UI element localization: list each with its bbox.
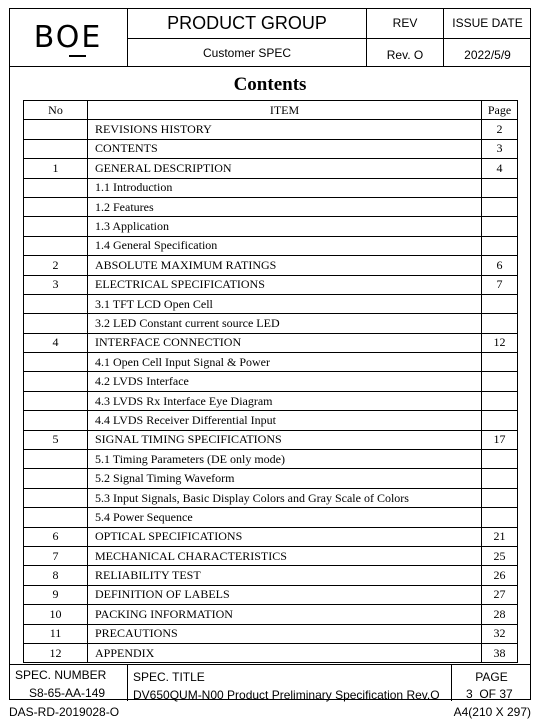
page-title: Contents	[233, 74, 307, 95]
row-page: 27	[482, 585, 518, 604]
table-row	[24, 450, 518, 469]
row-page	[482, 372, 518, 391]
row-page: 32	[482, 624, 518, 643]
page-number: 3 OF 37	[466, 687, 513, 701]
row-item: DEFINITION OF LABELS	[88, 585, 482, 604]
spec-number-label: SPEC. NUMBER	[15, 668, 107, 682]
row-page	[482, 469, 518, 488]
table-row	[24, 411, 518, 430]
row-number	[24, 236, 88, 255]
rev-label: REV	[367, 8, 444, 39]
row-page	[482, 488, 518, 507]
table-row	[24, 333, 518, 352]
page-label: PAGE	[475, 670, 508, 684]
table-row	[24, 159, 518, 178]
row-number: 2	[24, 256, 88, 275]
table-row	[24, 391, 518, 410]
table-row	[24, 585, 518, 604]
row-item: 1.4 General Specification	[88, 236, 482, 255]
row-page: 17	[482, 430, 518, 449]
table-row	[24, 469, 518, 488]
row-item: 4.2 LVDS Interface	[88, 372, 482, 391]
table-row	[24, 197, 518, 216]
row-item: PACKING INFORMATION	[88, 605, 482, 624]
spec-number-cell	[9, 665, 128, 701]
row-number: 4	[24, 333, 88, 352]
row-number	[24, 139, 88, 158]
row-item: 4.1 Open Cell Input Signal & Power	[88, 353, 482, 372]
row-number	[24, 314, 88, 333]
row-item: RELIABILITY TEST	[88, 566, 482, 585]
row-page: 21	[482, 527, 518, 546]
row-item: SIGNAL TIMING SPECIFICATIONS	[88, 430, 482, 449]
row-page: 7	[482, 275, 518, 294]
row-page: 28	[482, 605, 518, 624]
row-number: 7	[24, 546, 88, 565]
row-page	[482, 178, 518, 197]
table-row	[24, 624, 518, 643]
row-number	[24, 469, 88, 488]
row-page: 4	[482, 159, 518, 178]
table-row	[24, 236, 518, 255]
row-number: 8	[24, 566, 88, 585]
table-row	[24, 566, 518, 585]
row-number	[24, 372, 88, 391]
row-item: ABSOLUTE MAXIMUM RATINGS	[88, 256, 482, 275]
paper-size: A4(210 X 297)	[453, 705, 531, 719]
table-header-row	[24, 101, 518, 120]
row-page	[482, 217, 518, 236]
spec-title-cell	[128, 665, 452, 701]
row-page	[482, 508, 518, 527]
row-page	[482, 391, 518, 410]
issue-date-label: ISSUE DATE	[444, 8, 531, 39]
row-number: 10	[24, 605, 88, 624]
table-row	[24, 546, 518, 565]
page-cell	[452, 665, 531, 701]
row-page	[482, 450, 518, 469]
row-page	[482, 314, 518, 333]
header-page: Page	[482, 101, 518, 120]
header-item: ITEM	[88, 101, 482, 120]
row-number	[24, 450, 88, 469]
header-divider	[9, 66, 531, 67]
row-item: PRECAUTIONS	[88, 624, 482, 643]
row-item: GENERAL DESCRIPTION	[88, 159, 482, 178]
table-row	[24, 139, 518, 158]
row-item: APPENDIX	[88, 643, 482, 662]
row-page: 25	[482, 546, 518, 565]
row-page	[482, 411, 518, 430]
table-row	[24, 643, 518, 662]
table-row	[24, 508, 518, 527]
row-page	[482, 197, 518, 216]
row-number	[24, 294, 88, 313]
row-item: 1.3 Application	[88, 217, 482, 236]
row-item: 3.2 LED Constant current source LED	[88, 314, 482, 333]
row-item: INTERFACE CONNECTION	[88, 333, 482, 352]
row-number	[24, 508, 88, 527]
row-page	[482, 236, 518, 255]
row-item: 3.1 TFT LCD Open Cell	[88, 294, 482, 313]
row-number: 3	[24, 275, 88, 294]
table-row	[24, 294, 518, 313]
table-row	[24, 488, 518, 507]
table-row	[24, 217, 518, 236]
contents-table	[23, 100, 518, 663]
spec-number: S8-65-AA-149	[29, 686, 106, 700]
row-page: 26	[482, 566, 518, 585]
row-number	[24, 353, 88, 372]
table-row	[24, 353, 518, 372]
rev-value: Rev. O	[367, 39, 444, 66]
row-number	[24, 488, 88, 507]
row-number	[24, 217, 88, 236]
row-item: 4.3 LVDS Rx Interface Eye Diagram	[88, 391, 482, 410]
product-group: PRODUCT GROUP	[128, 8, 367, 39]
issue-date: 2022/5/9	[464, 47, 511, 62]
row-item: 5.4 Power Sequence	[88, 508, 482, 527]
row-number	[24, 178, 88, 197]
document-footer	[9, 664, 531, 701]
logo-text: BOE	[33, 19, 103, 55]
customer-spec: Customer SPEC	[128, 39, 367, 66]
row-item: MECHANICAL CHARACTERISTICS	[88, 546, 482, 565]
row-number	[24, 391, 88, 410]
header-no: No	[24, 101, 88, 120]
row-number: 9	[24, 585, 88, 604]
row-page	[482, 353, 518, 372]
row-number	[24, 197, 88, 216]
row-item: ELECTRICAL SPECIFICATIONS	[88, 275, 482, 294]
row-item: 5.1 Timing Parameters (DE only mode)	[88, 450, 482, 469]
row-number: 6	[24, 527, 88, 546]
row-item: 5.2 Signal Timing Waveform	[88, 469, 482, 488]
row-item: OPTICAL SPECIFICATIONS	[88, 527, 482, 546]
table-row	[24, 527, 518, 546]
row-page: 3	[482, 139, 518, 158]
spec-title: DV650QUM-N00 Product Preliminary Specification Rev.O	[133, 688, 440, 702]
table-row	[24, 256, 518, 275]
document-header	[9, 8, 531, 66]
row-number: 12	[24, 643, 88, 662]
row-item: REVISIONS HISTORY	[88, 120, 482, 139]
row-number: 11	[24, 624, 88, 643]
table-row	[24, 314, 518, 333]
boe-logo	[34, 20, 103, 55]
row-number: 1	[24, 159, 88, 178]
table-row	[24, 605, 518, 624]
row-item: 1.2 Features	[88, 197, 482, 216]
table-row	[24, 178, 518, 197]
row-page: 12	[482, 333, 518, 352]
row-page: 2	[482, 120, 518, 139]
row-page: 6	[482, 256, 518, 275]
row-number: 5	[24, 430, 88, 449]
row-number	[24, 411, 88, 430]
logo-cell	[9, 8, 128, 66]
table-row	[24, 372, 518, 391]
row-item: 1.1 Introduction	[88, 178, 482, 197]
row-page	[482, 294, 518, 313]
doc-code: DAS-RD-2019028-O	[9, 705, 120, 719]
table-row	[24, 275, 518, 294]
spec-title-label: SPEC. TITLE	[133, 670, 205, 684]
row-item: 5.3 Input Signals, Basic Display Colors and Gray Scale of Colors	[88, 488, 482, 507]
row-item: CONTENTS	[88, 139, 482, 158]
row-page: 38	[482, 643, 518, 662]
logo-underline	[69, 55, 86, 57]
row-number	[24, 120, 88, 139]
row-item: 4.4 LVDS Receiver Differential Input	[88, 411, 482, 430]
table-row	[24, 120, 518, 139]
table-row	[24, 430, 518, 449]
